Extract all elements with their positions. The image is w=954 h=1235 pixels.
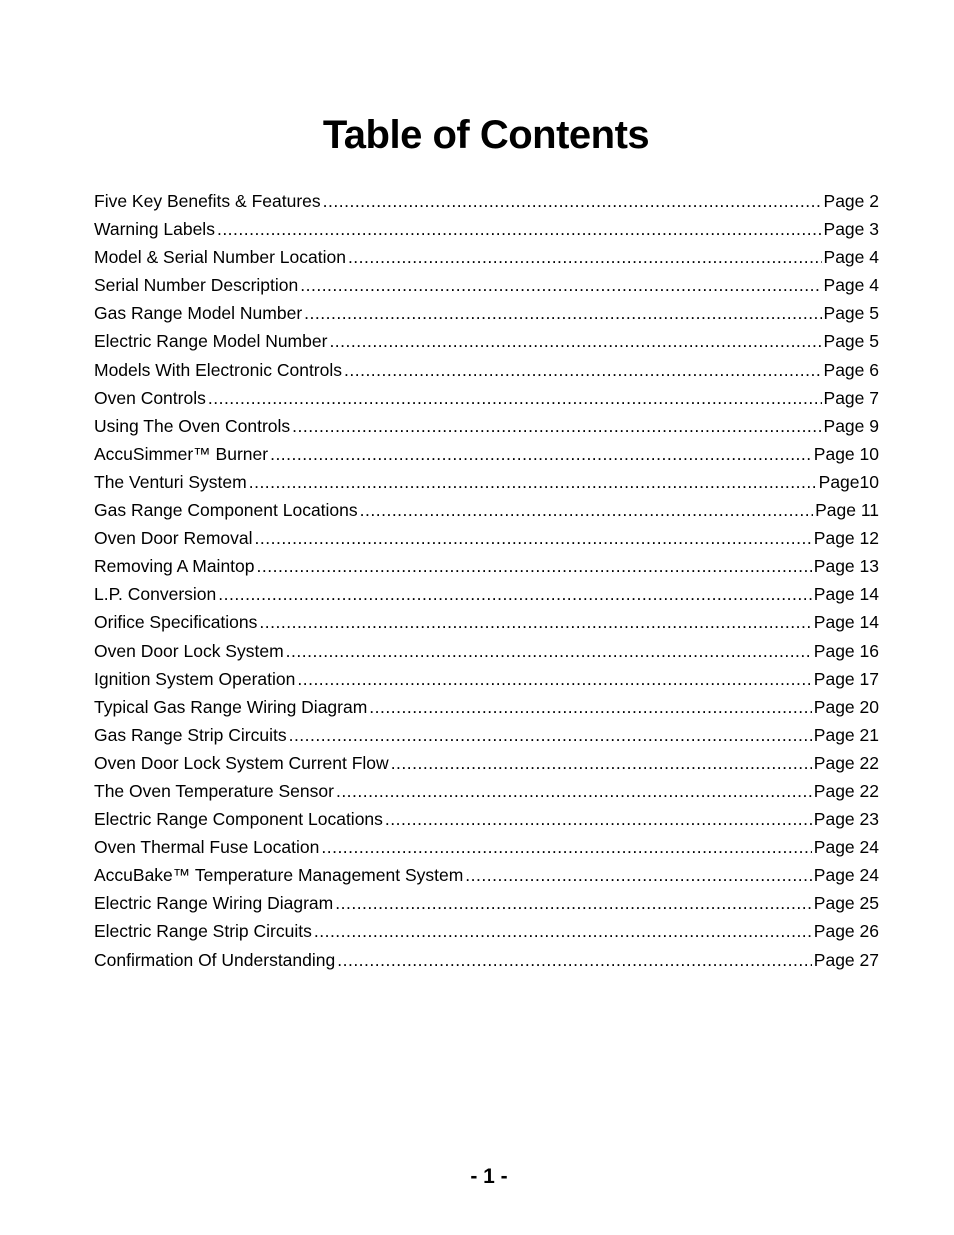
- toc-entry: [94, 889, 879, 917]
- table-of-contents-list: [94, 187, 879, 974]
- toc-dot-leader: [385, 805, 812, 833]
- toc-dot-leader: [218, 580, 812, 608]
- toc-dot-leader: [314, 917, 812, 945]
- toc-entry: [94, 833, 879, 861]
- toc-entry-page: Page 4: [823, 275, 879, 296]
- toc-entry-label: The Oven Temperature Sensor: [94, 780, 334, 801]
- toc-dot-leader: [369, 693, 812, 721]
- toc-entry-label: Serial Number Description: [94, 275, 299, 296]
- toc-entry-page: Page 26: [813, 921, 879, 942]
- toc-dot-leader: [360, 496, 813, 524]
- toc-dot-leader: [255, 524, 812, 552]
- toc-dot-leader: [286, 637, 812, 665]
- toc-entry-label: Electric Range Component Locations: [94, 809, 383, 830]
- toc-entry-page: Page 14: [813, 584, 879, 605]
- toc-entry-label: Oven Door Lock System Current Flow: [94, 752, 389, 773]
- toc-entry-page: Page 17: [813, 668, 879, 689]
- toc-entry-label: Gas Range Component Locations: [94, 500, 358, 521]
- toc-entry: [94, 637, 879, 665]
- toc-entry: [94, 440, 879, 468]
- toc-entry: [94, 917, 879, 945]
- toc-entry: [94, 299, 879, 327]
- toc-entry-label: The Venturi System: [94, 471, 247, 492]
- toc-entry-label: AccuBake™ Temperature Management System: [94, 865, 464, 886]
- toc-entry: [94, 946, 879, 974]
- toc-entry: [94, 665, 879, 693]
- toc-dot-leader: [289, 721, 812, 749]
- toc-entry: [94, 243, 879, 271]
- toc-entry-label: Orifice Specifications: [94, 612, 258, 633]
- toc-entry-page: Page 20: [813, 696, 879, 717]
- toc-entry-page: Page 7: [823, 387, 879, 408]
- toc-dot-leader: [249, 468, 817, 496]
- toc-entry: [94, 861, 879, 889]
- toc-dot-leader: [292, 412, 821, 440]
- toc-entry: [94, 524, 879, 552]
- toc-entry: [94, 271, 879, 299]
- toc-entry-page: Page 12: [813, 528, 879, 549]
- toc-entry-label: L.P. Conversion: [94, 584, 217, 605]
- toc-dot-leader: [217, 215, 822, 243]
- toc-entry-label: Oven Controls: [94, 387, 206, 408]
- toc-dot-leader: [270, 440, 812, 468]
- toc-entry-label: Removing A Maintop: [94, 556, 255, 577]
- toc-entry-label: Gas Range Strip Circuits: [94, 724, 287, 745]
- toc-entry-label: Oven Thermal Fuse Location: [94, 837, 320, 858]
- toc-dot-leader: [208, 384, 822, 412]
- toc-entry: [94, 608, 879, 636]
- toc-dot-leader: [329, 327, 821, 355]
- toc-dot-leader: [257, 552, 812, 580]
- toc-entry-label: Typical Gas Range Wiring Diagram: [94, 696, 368, 717]
- page-title: Table of Contents: [322, 112, 650, 157]
- toc-dot-leader: [335, 889, 812, 917]
- toc-entry: [94, 412, 879, 440]
- toc-entry: [94, 749, 879, 777]
- toc-entry-page: Page 21: [813, 724, 879, 745]
- toc-dot-leader: [297, 665, 811, 693]
- toc-entry-label: Oven Door Lock System: [94, 640, 284, 661]
- toc-dot-leader: [391, 749, 812, 777]
- toc-entry-page: Page 14: [813, 612, 879, 633]
- toc-entry-page: Page 22: [813, 780, 879, 801]
- toc-entry: [94, 580, 879, 608]
- toc-entry: [94, 468, 879, 496]
- toc-entry-page: Page 5: [823, 331, 879, 352]
- toc-entry-label: Oven Door Removal: [94, 528, 253, 549]
- toc-entry-label: Ignition System Operation: [94, 668, 296, 689]
- toc-entry-page: Page 22: [813, 752, 879, 773]
- toc-dot-leader: [337, 946, 812, 974]
- toc-entry-page: Page 23: [813, 809, 879, 830]
- toc-entry-label: Warning Labels: [94, 219, 215, 240]
- toc-entry-label: Electric Range Strip Circuits: [94, 921, 312, 942]
- toc-entry-page: Page 24: [813, 837, 879, 858]
- toc-entry-label: AccuSimmer™ Burner: [94, 443, 269, 464]
- toc-entry-label: Confirmation Of Understanding: [94, 949, 336, 970]
- toc-entry-page: Page 3: [823, 219, 879, 240]
- toc-entry-page: Page 6: [823, 359, 879, 380]
- toc-entry: [94, 356, 879, 384]
- toc-entry-label: Five Key Benefits & Features: [94, 191, 321, 211]
- toc-entry: [94, 721, 879, 749]
- toc-entry-page: Page 24: [813, 865, 879, 886]
- toc-entry-label: Electric Range Wiring Diagram: [94, 893, 334, 914]
- toc-entry-page: Page 5: [823, 303, 879, 324]
- toc-entry-page: Page 13: [813, 556, 879, 577]
- toc-entry: [94, 384, 879, 412]
- toc-entry-page: Page10: [818, 471, 879, 492]
- toc-dot-leader: [336, 777, 812, 805]
- toc-entry-page: Page 27: [813, 949, 879, 970]
- toc-entry-label: Gas Range Model Number: [94, 303, 303, 324]
- toc-dot-leader: [323, 187, 822, 215]
- toc-entry-page: Page 16: [813, 640, 879, 661]
- toc-entry-label: Electric Range Model Number: [94, 331, 328, 352]
- toc-entry: [94, 327, 879, 355]
- toc-dot-leader: [465, 861, 812, 889]
- toc-entry: [94, 496, 879, 524]
- toc-entry-label: Models With Electronic Controls: [94, 359, 342, 380]
- toc-dot-leader: [300, 271, 821, 299]
- toc-entry-page: Page 4: [823, 247, 879, 268]
- toc-entry-page: Page 25: [813, 893, 879, 914]
- toc-entry-page: Page 9: [823, 415, 879, 436]
- toc-dot-leader: [321, 833, 811, 861]
- toc-dot-leader: [259, 608, 811, 636]
- toc-entry-label: Using The Oven Controls: [94, 415, 291, 436]
- toc-entry-page: Page 2: [823, 191, 879, 211]
- toc-entry: [94, 777, 879, 805]
- toc-entry-page: Page 10: [813, 443, 879, 464]
- toc-dot-leader: [304, 299, 821, 327]
- toc-entry: [94, 693, 879, 721]
- toc-entry-page: Page 11: [815, 500, 879, 521]
- toc-entry: [94, 187, 879, 215]
- page-number: - 1 -: [470, 1165, 508, 1188]
- toc-dot-leader: [344, 356, 822, 384]
- toc-entry: [94, 552, 879, 580]
- toc-entry-label: Model & Serial Number Location: [94, 247, 346, 268]
- toc-entry: [94, 805, 879, 833]
- toc-dot-leader: [348, 243, 822, 271]
- toc-entry: [94, 215, 879, 243]
